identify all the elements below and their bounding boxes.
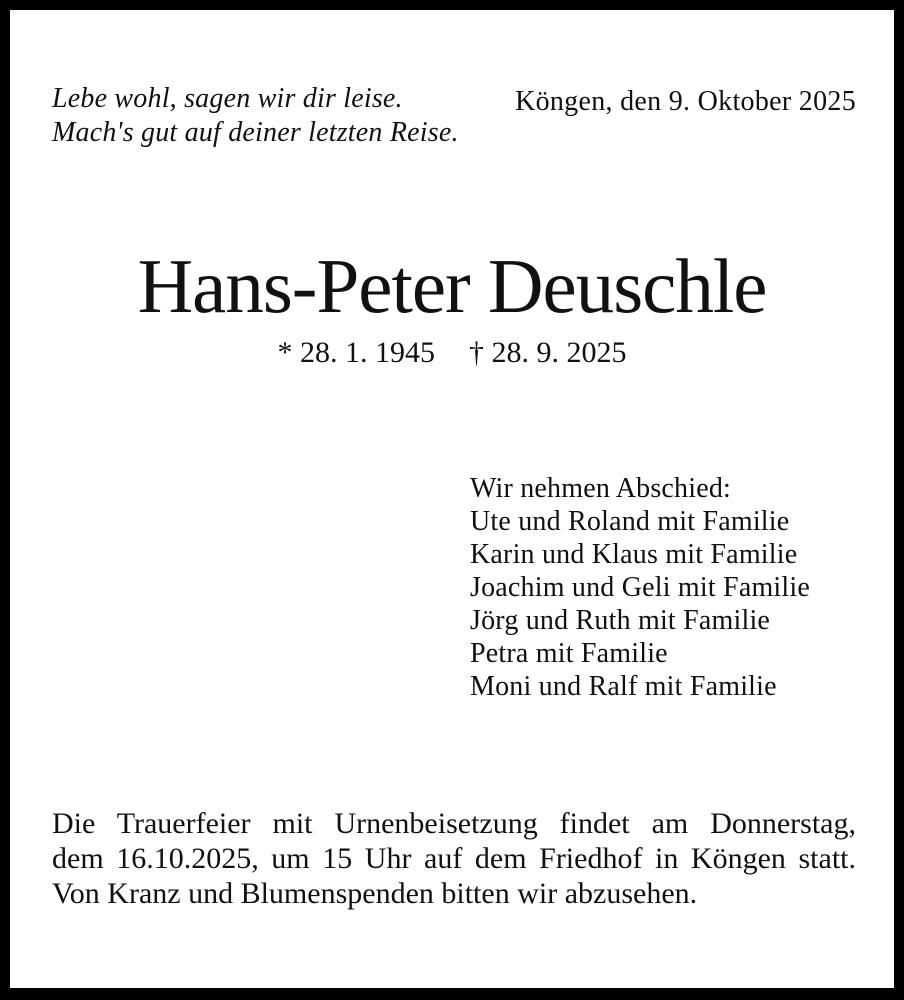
mourner-line: Karin und Klaus mit Familie — [470, 539, 798, 570]
mourner-line: Petra mit Familie — [470, 638, 668, 669]
death-date: † 28. 9. 2025 — [469, 336, 627, 369]
farewell-verse — [52, 82, 459, 150]
deceased-name: Hans-Peter Deuschle — [137, 243, 767, 329]
funeral-line: dem 16.10.2025, um 15 Uhr auf dem Friedhof in Köngen statt. — [52, 842, 856, 875]
birth-date: * 28. 1. 1945 — [277, 336, 435, 369]
farewell-block — [470, 472, 810, 703]
verse-line-1: Lebe wohl, sagen wir dir leise. — [52, 83, 403, 114]
mourner-line: Joachim und Geli mit Familie — [470, 572, 811, 603]
funeral-line: Die Trauerfeier mit Urnenbeisetzung findet am Donnerstag, — [52, 807, 856, 840]
verse-line-2: Mach's gut auf deiner letzten Reise. — [52, 117, 459, 148]
funeral-line: Von Kranz und Blumenspenden bitten wir abzusehen. — [52, 877, 698, 910]
obituary-sheet — [10, 10, 894, 988]
mourner-line: Jörg und Ruth mit Familie — [470, 605, 771, 636]
life-dates — [10, 336, 894, 370]
place-dateline: Köngen, den 9. Oktober 2025 — [515, 86, 856, 117]
mourner-line: Ute und Roland mit Familie — [470, 506, 790, 537]
mourner-line: Moni und Ralf mit Familie — [470, 671, 777, 702]
farewell-heading: Wir nehmen Abschied: — [470, 473, 732, 504]
funeral-details — [52, 806, 856, 911]
